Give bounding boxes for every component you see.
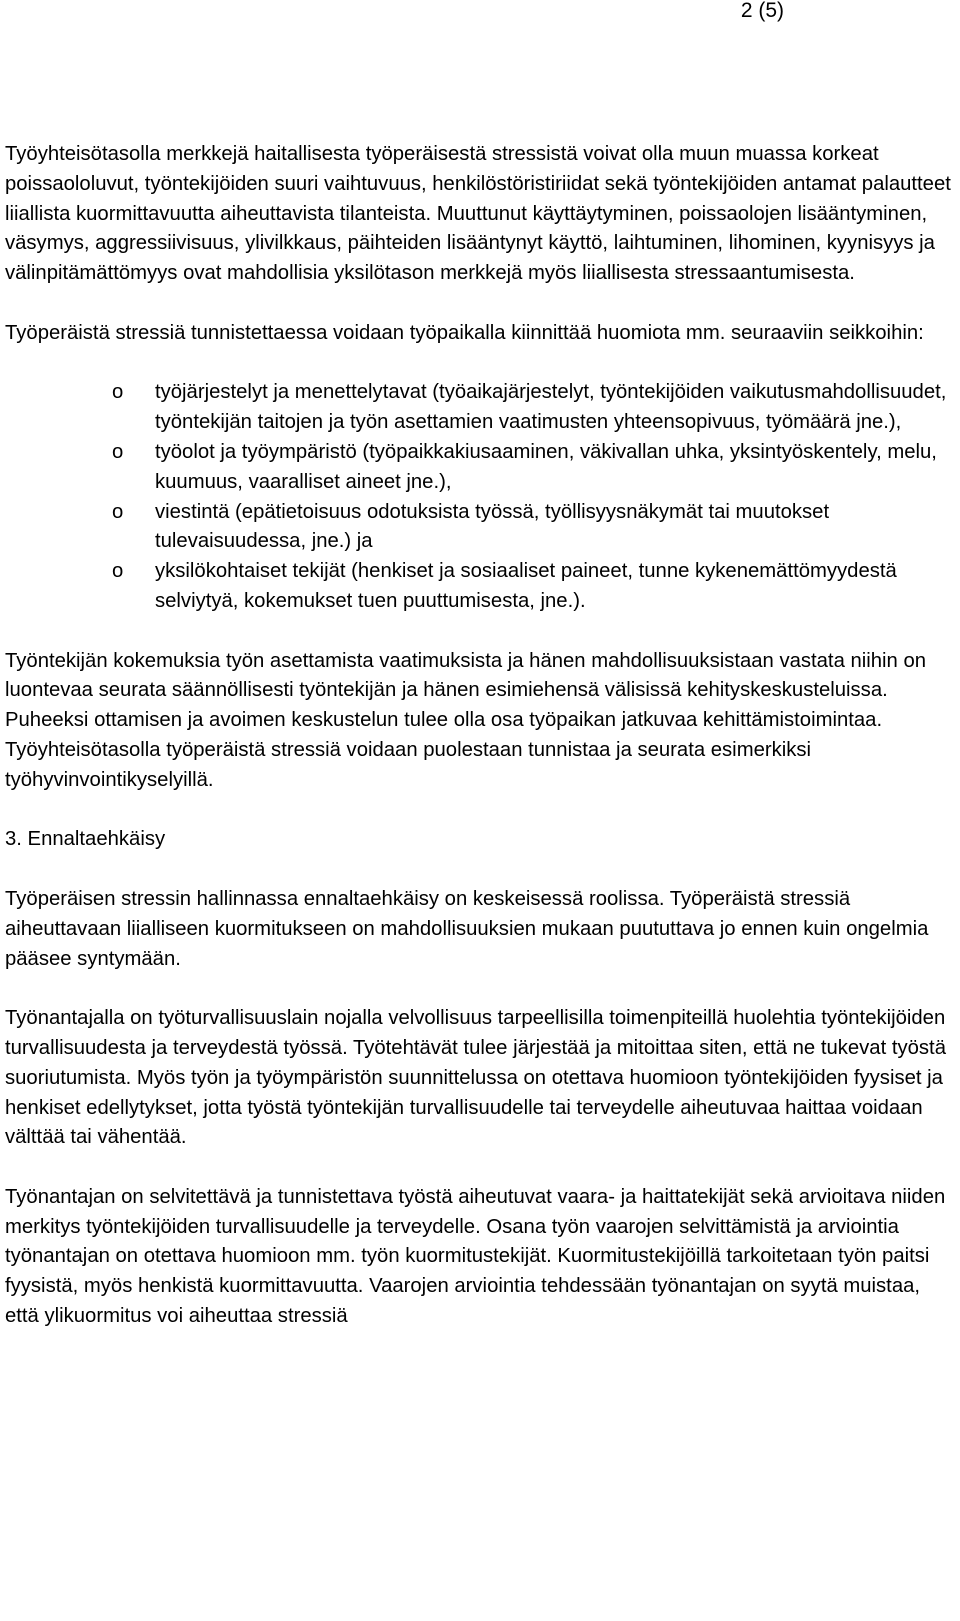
paragraph-identification-intro: Työperäistä stressiä tunnistettaessa voidaan työpaikalla kiinnittää huomiota mm. seuraaviin seikkoihin: [5,321,924,344]
list-item-text: työolot ja työympäristö (työpaikkakiusaaminen, väkivallan uhka, yksintyöskentely, melu, kuumuus, vaaralliset aineet jne.), [155,440,937,493]
bullet-marker: o [112,500,124,523]
list-item-text: viestintä (epätietoisuus odotuksista työssä, työllisyysnäkymät tai muutokset tulevaisuudessa, jne.) ja [155,500,830,553]
page-number: 2 (5) [740,0,784,22]
bullet-marker: o [112,440,124,463]
list-item [5,557,955,617]
section-heading: 3. Ennaltaehkäisy [5,828,166,851]
document-body [5,140,955,1332]
paragraph-prevention: Työperäisen stressin hallinnassa ennaltaehkäisy on keskeisessä roolissa. Työperäistä stressiä aiheuttavaan liialliseen kuormitukseen on mahdollisuuksien mukaan puututtava jo ennen kuin ongelmia pääsee syntymään. [5,887,929,970]
paragraph-stress-signs: Työyhteisötasolla merkkejä haitallisesta työperäisestä stressistä voivat olla muun muassa korkeat poissaololuvut, työntekijöiden suuri vaihtuvuus, henkilöstöristiriidat sekä työntekijöiden antamat palautteet liiallista kuormittavuutta aiheuttavista tilanteista. Muuttunut käyttäytyminen, poissaolojen lisääntyminen, väsymys, aggressiivisuus, ylivilkkaus, päihteiden lisääntynyt käyttö, laihtuminen, lihominen, kyynisyys ja välinpitämättömyys ovat mahdollisia yksilötason merkkejä myös liiallisesta stressaantumisesta. [5,143,951,285]
factor-list [5,378,955,616]
list-item-text: työjärjestelyt ja menettelytavat (työaikajärjestelyt, työntekijöiden vaikutusmahdollisuudet, työntekijän taitojen ja työn asettamien vaatimusten yhteensopivuus, työmäärä jne.), [155,381,947,434]
paragraph-development-discussions: Työntekijän kokemuksia työn asettamista vaatimuksista ja hänen mahdollisuuksistaan vastata niihin on luontevaa seurata säännöllisesti työntekijän ja hänen esimiehensä välisissä kehityskeskusteluissa. Puheeksi ottamisen ja avoimen keskustelun tulee olla osa työpaikan jatkuvaa kehittämistoimintaa. Työyhteisötasolla työperäistä stressiä voidaan puolestaan tunnistaa ja seurata esimerkiksi työhyvinvointikyselyillä. [5,649,927,791]
list-item [5,438,955,498]
bullet-marker: o [112,560,124,583]
list-item-text: yksilökohtaiset tekijät (henkiset ja sosiaaliset paineet, tunne kykenemättömyydestä selviytyä, kokemukset tuen puuttumisesta, jne.). [155,560,897,612]
list-item [5,378,955,438]
paragraph-risk-assessment: Työnantajan on selvitettävä ja tunnistettava työstä aiheutuvat vaara- ja haittatekijät sekä arvioitava niiden merkitys työntekijöiden turvallisuudelle ja terveydelle. Osana työn vaarojen selvittämistä ja arviointia työnantajan on otettava huomioon mm. työn kuormitustekijät. Kuormitustekijöillä tarkoitetaan työn paitsi fyysistä, myös henkistä kuormittavuutta. Vaarojen arviointia tehdessään työnantajan on syytä muistaa, että ylikuormitus voi aiheuttaa stressiä [5,1185,946,1328]
list-item [5,498,955,558]
bullet-marker: o [112,381,124,404]
paragraph-employer-duty: Työnantajalla on työturvallisuuslain nojalla velvollisuus tarpeellisilla toimenpiteillä huolehtia työntekijöiden turvallisuudesta ja terveydestä työssä. Työtehtävät tulee järjestää ja mitoittaa siten, että ne tukevat työstä suoriutumista. Myös työn ja työympäristön suunnittelussa on otettava huomioon työntekijöiden fyysiset ja henkiset edellytykset, jotta työstä työntekijän turvallisuudelle tai terveydelle aiheutuvaa haittaa voidaan välttää tai vähentää. [5,1007,946,1149]
